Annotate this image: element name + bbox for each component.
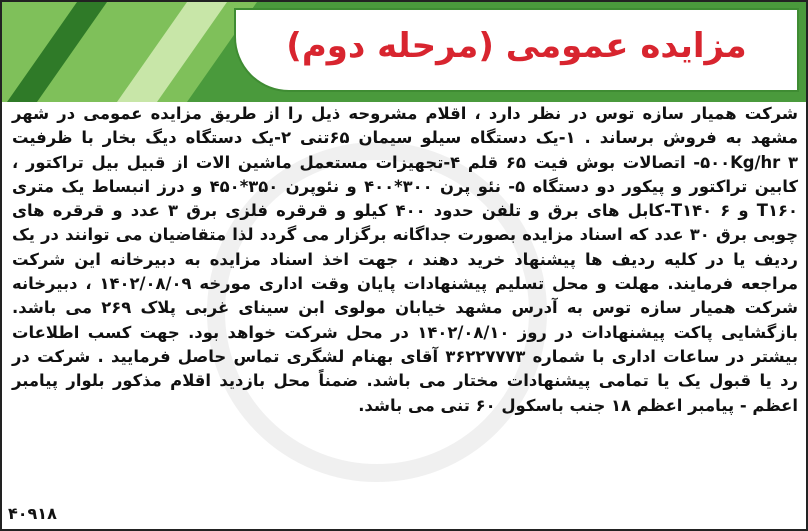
page-title: مزایده عمومی (مرحله دوم)	[286, 26, 747, 66]
announcement-text: شرکت همیار سازه توس در نظر دارد ، اقلام مشروحه ذیل را از طریق مزایده عمومی در شهر مشهد به فروش برساند . ۱-یک دستگاه سیلو سیمان ۶۵تنی ۲-یک دستگاه دیگ بخار با ظرفیت ۵۰۰Kg/hr ۳- اتصالات بوش فیت ۶۵ قلم ۴-تجهیزات مستعمل ماشین الات از قبیل بیل تراکتور ، کابین تراکتور و پیکور دو دستگاه ۵- نئو پرن ۳۰۰*۴۰۰ و نئوپرن ۳۵۰*۴۵۰ و درز انبساط یک متری T۱۶۰ و T۱۴۰ ۶-کابل های برق و تلفن حدود ۴۰۰ کیلو و قرقره فلزی برق ۳ عدد و قرقره های چوبی برق ۳۰ عدد که اسناد مزایده بصورت جداگانه برگزار می گردد لذا متقاضیان می توانند در یک ردیف یا در کلیه ردیف ها پیشنهاد خرید دهند ، جهت اخذ اسناد مزایده به دبیرخانه این شرکت مراجعه فرمایند. مهلت و محل تسلیم پیشنهادات پایان وقت اداری مورخه ۱۴۰۲/۰۸/۰۹ ، دبیرخانه شرکت همیار سازه توس به آدرس مشهد خیابان مولوی ابن سینای غربی پلاک ۲۶۹ می باشد. بازگشایی پاکت پیشنهادات در روز ۱۴۰۲/۰۸/۱۰ در محل شرکت خواهد بود. جهت کسب اطلاعات بیشتر در ساعات اداری با شماره ۳۶۲۲۷۷۷۳ آقای بهنام لشگری تماس حاصل فرمایید . شرکت در رد یا قبول یک یا تمامی پیشنهادات مختار می باشد. ضمناً محل بازدید اقلام مذکور بلوار پیامبر اعظم - پیامبر اعظم ۱۸ جنب باسکول ۶۰ تنی می باشد.	[12, 104, 799, 415]
title-box	[234, 8, 799, 92]
header-banner	[2, 2, 806, 102]
ad-code: ۴۰۹۱۸	[8, 504, 57, 523]
